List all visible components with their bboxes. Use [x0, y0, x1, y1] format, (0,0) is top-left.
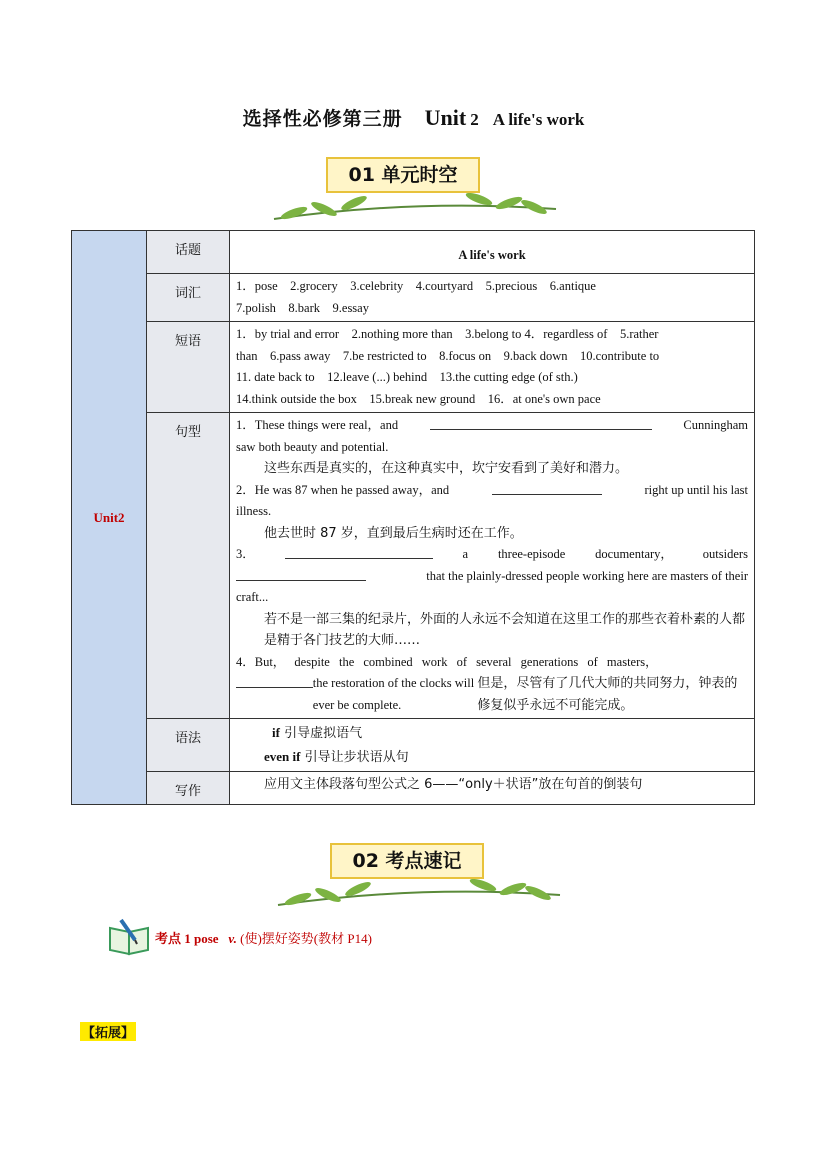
phrase-line: than 6.pass away 7.be restricted to 8.focus on 9.back down 10.contribute to	[236, 348, 660, 363]
vocab-cell	[230, 274, 755, 322]
row-label-writing: 写作	[147, 772, 230, 805]
sentence-1: 1．These things were real，and Cunningham	[236, 415, 748, 437]
answer-blank[interactable]	[492, 480, 602, 495]
sentence-3: 3． a three-episode documentary， outsiders	[236, 544, 748, 566]
answer-blank[interactable]	[430, 415, 652, 430]
unit-overview-table	[71, 230, 755, 805]
answer-blank[interactable]	[236, 673, 313, 688]
row-label-topic: 话题	[147, 231, 230, 274]
section-title: 02 考点速记	[330, 843, 484, 879]
answer-blank[interactable]	[285, 544, 433, 559]
answer-blank[interactable]	[236, 566, 366, 581]
sentence-2: 2．He was 87 when he passed away，and right up until his last	[236, 480, 748, 502]
writing-value: 应用文主体段落句型公式之 6——“only＋状语”放在句首的倒装句	[230, 772, 755, 805]
topic-value: A life's work	[230, 231, 755, 274]
title-unit-name: A life's work	[492, 110, 585, 129]
sentence-4: 4．But， despite the combined work of several generations of masters，	[236, 654, 658, 669]
grammar-cell	[230, 719, 755, 772]
grammar-line-2: even if 引导让步状语从句	[264, 749, 409, 765]
phrase-cell	[230, 322, 755, 413]
row-label-sentence: 句型	[147, 413, 230, 719]
title-book: 选择性必修第三册	[242, 108, 403, 130]
extension-label: 【拓展】	[80, 1022, 136, 1041]
sentence-4-cont: the restoration of the clocks will ever be complete. 但是，尽管有了几代大师的共同努力，钟表的修复似乎永远不可能完成。	[236, 673, 748, 716]
document-title	[0, 104, 827, 131]
row-label-phrase: 短语	[147, 322, 230, 413]
title-unit: Unit	[424, 105, 467, 130]
sentence-cell	[230, 413, 755, 719]
sentence-1-translation: 这些东西是真实的，在这种真实中，坎宁安看到了美好和潜力。	[264, 461, 629, 476]
sentence-2-translation: 他去世时 87 岁，直到最后生病时还在工作。	[264, 525, 523, 541]
key-point-text: 考点 1 pose v. (使)摆好姿势(教材 P14)	[155, 931, 372, 947]
section-banner-1	[264, 155, 564, 227]
sentence-3-cont: that the plainly-dressed people working here are masters of their	[236, 566, 748, 588]
phrase-line: 14.think outside the box 15.break new ground 16．at one's own pace	[236, 391, 601, 406]
sentence-3-end: craft...	[236, 590, 269, 604]
unit-label: Unit2	[72, 231, 147, 805]
title-unit-number: 2	[470, 110, 479, 129]
book-pencil-icon	[107, 918, 153, 956]
sentence-1-cont: saw both beauty and potential.	[236, 439, 389, 454]
row-label-grammar: 语法	[147, 719, 230, 772]
vocab-line: 1．pose 2.grocery 3.celebrity 4.courtyard 5.precious 6.antique	[236, 279, 596, 293]
phrase-line: 11. date back to 12.leave (...) behind 13.the cutting edge (of sth.)	[236, 370, 578, 384]
section-banner-2	[268, 841, 568, 913]
vocab-line: 7.polish 8.bark 9.essay	[236, 300, 369, 315]
sentence-2-cont: illness.	[236, 504, 272, 518]
row-label-vocab: 词汇	[147, 274, 230, 322]
grammar-line-1: if 引导虚拟语气	[272, 725, 363, 741]
phrase-line: 1．by trial and error 2.nothing more than 3.belong to 4．regardless of 5.rather	[236, 327, 659, 341]
section-title: 01 单元时空	[326, 157, 480, 193]
sentence-3-translation: 若不是一部三集的纪录片，外面的人永远不会知道在这里工作的那些衣着朴素的人都是精于各门技艺的大师……	[264, 611, 746, 648]
